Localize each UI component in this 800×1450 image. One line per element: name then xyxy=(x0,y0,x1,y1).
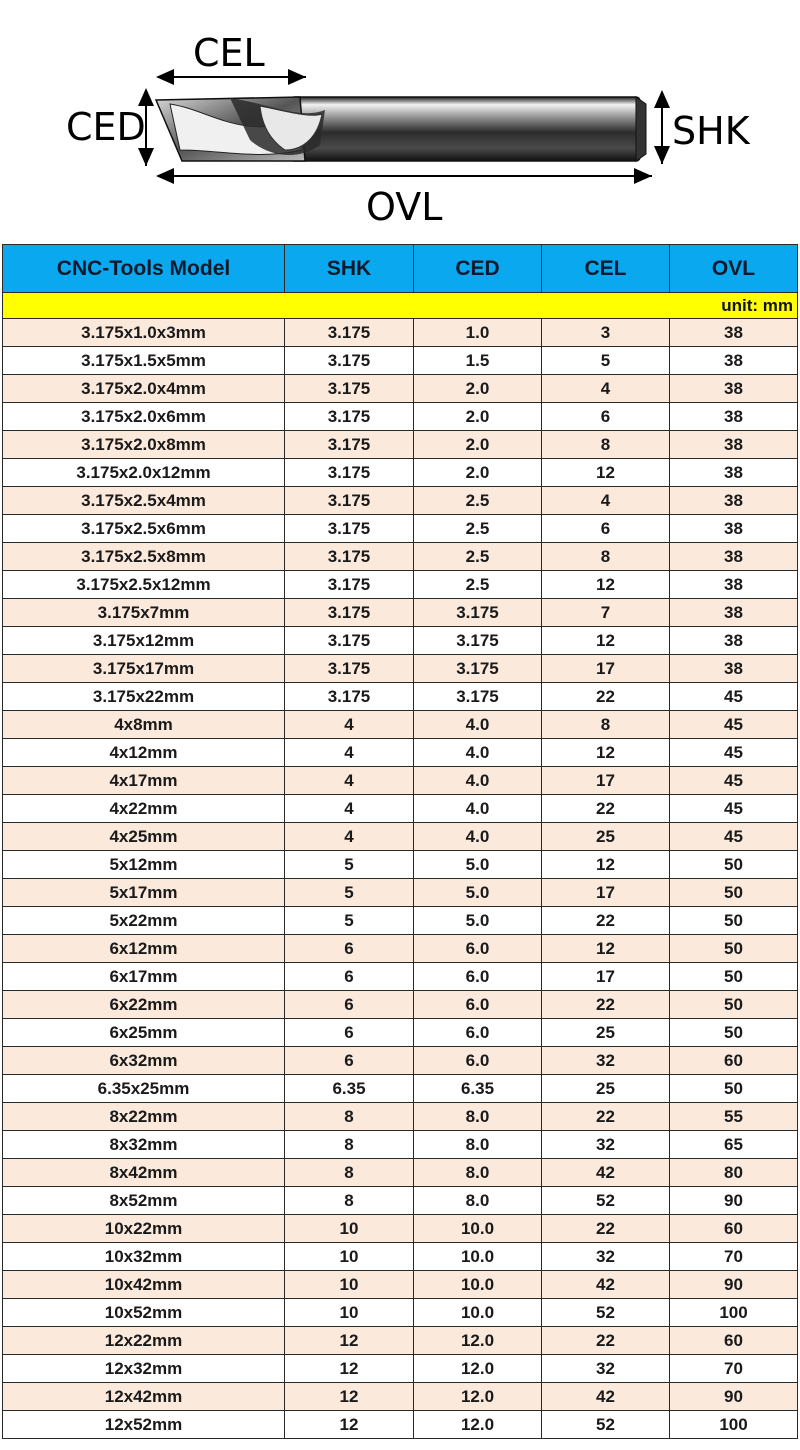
cell-ovl: 38 xyxy=(670,515,798,543)
cell-cel: 4 xyxy=(542,487,670,515)
cell-model: 4x12mm xyxy=(3,739,285,767)
cell-cel: 8 xyxy=(542,711,670,739)
cell-ced: 4.0 xyxy=(414,739,542,767)
cell-cel: 22 xyxy=(542,1327,670,1355)
cell-model: 6x22mm xyxy=(3,991,285,1019)
table-row xyxy=(3,1383,798,1411)
cell-ovl: 38 xyxy=(670,347,798,375)
cell-shk: 3.175 xyxy=(285,347,414,375)
ced-label: CED xyxy=(66,105,146,149)
cell-model: 8x42mm xyxy=(3,1159,285,1187)
cell-cel: 22 xyxy=(542,795,670,823)
cell-ced: 4.0 xyxy=(414,823,542,851)
cell-cel: 42 xyxy=(542,1383,670,1411)
cell-model: 6x25mm xyxy=(3,1019,285,1047)
cell-ovl: 45 xyxy=(670,739,798,767)
cell-cel: 4 xyxy=(542,375,670,403)
table-row xyxy=(3,1243,798,1271)
cell-model: 3.175x2.0x12mm xyxy=(3,459,285,487)
cell-ovl: 38 xyxy=(670,655,798,683)
cell-ovl: 100 xyxy=(670,1411,798,1439)
table-row xyxy=(3,711,798,739)
cell-ced: 3.175 xyxy=(414,655,542,683)
cel-label: CEL xyxy=(193,31,265,75)
shk-label: SHK xyxy=(672,109,750,153)
cell-model: 12x42mm xyxy=(3,1383,285,1411)
cell-cel: 42 xyxy=(542,1271,670,1299)
cell-cel: 12 xyxy=(542,459,670,487)
table-row xyxy=(3,795,798,823)
cell-ced: 3.175 xyxy=(414,683,542,711)
cell-ovl: 90 xyxy=(670,1383,798,1411)
cell-shk: 6 xyxy=(285,1047,414,1075)
cell-cel: 22 xyxy=(542,907,670,935)
cell-cel: 6 xyxy=(542,515,670,543)
table-row xyxy=(3,1327,798,1355)
cell-ced: 2.5 xyxy=(414,543,542,571)
table-row xyxy=(3,767,798,795)
table-row xyxy=(3,1159,798,1187)
header-model: CNC-Tools Model xyxy=(3,245,285,293)
cell-shk: 4 xyxy=(285,823,414,851)
cell-shk: 6 xyxy=(285,963,414,991)
cell-ced: 6.0 xyxy=(414,991,542,1019)
cell-ovl: 38 xyxy=(670,543,798,571)
cell-cel: 8 xyxy=(542,543,670,571)
table-row xyxy=(3,459,798,487)
cell-shk: 6 xyxy=(285,1019,414,1047)
cell-ovl: 38 xyxy=(670,627,798,655)
cell-shk: 3.175 xyxy=(285,515,414,543)
cell-ced: 4.0 xyxy=(414,795,542,823)
table-row xyxy=(3,991,798,1019)
cell-shk: 8 xyxy=(285,1103,414,1131)
spec-table xyxy=(2,244,798,1439)
cell-shk: 3.175 xyxy=(285,543,414,571)
cell-shk: 3.175 xyxy=(285,403,414,431)
cell-ovl: 70 xyxy=(670,1243,798,1271)
cell-ovl: 38 xyxy=(670,403,798,431)
cell-shk: 10 xyxy=(285,1243,414,1271)
table-row xyxy=(3,1047,798,1075)
cell-shk: 3.175 xyxy=(285,571,414,599)
cell-model: 10x52mm xyxy=(3,1299,285,1327)
cell-ovl: 45 xyxy=(670,711,798,739)
table-row xyxy=(3,935,798,963)
header-cel: CEL xyxy=(542,245,670,293)
table-row xyxy=(3,1355,798,1383)
table-row xyxy=(3,571,798,599)
cell-shk: 12 xyxy=(285,1411,414,1439)
cell-ced: 3.175 xyxy=(414,627,542,655)
cell-model: 3.175x2.5x12mm xyxy=(3,571,285,599)
header-row xyxy=(3,245,798,293)
cell-model: 3.175x7mm xyxy=(3,599,285,627)
cell-ovl: 45 xyxy=(670,823,798,851)
cell-ced: 10.0 xyxy=(414,1215,542,1243)
cell-ced: 1.5 xyxy=(414,347,542,375)
cell-model: 4x8mm xyxy=(3,711,285,739)
cell-ovl: 60 xyxy=(670,1215,798,1243)
cell-model: 5x22mm xyxy=(3,907,285,935)
cell-shk: 12 xyxy=(285,1327,414,1355)
table-row xyxy=(3,907,798,935)
cell-shk: 6.35 xyxy=(285,1075,414,1103)
cell-cel: 6 xyxy=(542,403,670,431)
table-row xyxy=(3,1131,798,1159)
cell-ced: 8.0 xyxy=(414,1103,542,1131)
cell-shk: 3.175 xyxy=(285,459,414,487)
cell-ovl: 70 xyxy=(670,1355,798,1383)
cell-model: 10x32mm xyxy=(3,1243,285,1271)
cell-model: 3.175x1.0x3mm xyxy=(3,319,285,347)
cell-ovl: 55 xyxy=(670,1103,798,1131)
cell-model: 3.175x2.0x4mm xyxy=(3,375,285,403)
cell-model: 12x32mm xyxy=(3,1355,285,1383)
cell-ced: 5.0 xyxy=(414,879,542,907)
cell-ced: 10.0 xyxy=(414,1243,542,1271)
cell-cel: 52 xyxy=(542,1411,670,1439)
cell-shk: 8 xyxy=(285,1131,414,1159)
cell-ced: 6.0 xyxy=(414,1047,542,1075)
table-row xyxy=(3,515,798,543)
cell-model: 3.175x2.5x6mm xyxy=(3,515,285,543)
cell-cel: 12 xyxy=(542,851,670,879)
cell-ovl: 38 xyxy=(670,571,798,599)
table-row xyxy=(3,1215,798,1243)
cell-model: 3.175x2.0x6mm xyxy=(3,403,285,431)
cell-shk: 12 xyxy=(285,1355,414,1383)
table-row xyxy=(3,851,798,879)
cell-ced: 5.0 xyxy=(414,907,542,935)
cell-ced: 4.0 xyxy=(414,711,542,739)
cell-model: 4x22mm xyxy=(3,795,285,823)
cell-cel: 32 xyxy=(542,1355,670,1383)
cell-model: 12x52mm xyxy=(3,1411,285,1439)
cell-ovl: 100 xyxy=(670,1299,798,1327)
cell-shk: 10 xyxy=(285,1299,414,1327)
cell-ced: 8.0 xyxy=(414,1159,542,1187)
table-row xyxy=(3,1299,798,1327)
cell-ovl: 50 xyxy=(670,1075,798,1103)
cell-shk: 4 xyxy=(285,767,414,795)
cell-shk: 3.175 xyxy=(285,683,414,711)
cell-cel: 17 xyxy=(542,879,670,907)
cell-shk: 8 xyxy=(285,1187,414,1215)
table-row xyxy=(3,599,798,627)
cell-model: 3.175x17mm xyxy=(3,655,285,683)
cell-cel: 22 xyxy=(542,683,670,711)
cell-cel: 25 xyxy=(542,1019,670,1047)
cell-shk: 3.175 xyxy=(285,599,414,627)
cell-model: 6.35x25mm xyxy=(3,1075,285,1103)
cell-ovl: 50 xyxy=(670,935,798,963)
cell-model: 12x22mm xyxy=(3,1327,285,1355)
table-row xyxy=(3,963,798,991)
cell-ovl: 38 xyxy=(670,431,798,459)
cell-ced: 2.0 xyxy=(414,403,542,431)
table-row xyxy=(3,319,798,347)
cell-model: 8x32mm xyxy=(3,1131,285,1159)
cell-shk: 5 xyxy=(285,907,414,935)
cell-cel: 32 xyxy=(542,1131,670,1159)
table-row xyxy=(3,431,798,459)
cell-shk: 3.175 xyxy=(285,375,414,403)
cell-cel: 42 xyxy=(542,1159,670,1187)
table-row xyxy=(3,1019,798,1047)
cell-cel: 12 xyxy=(542,935,670,963)
table-row xyxy=(3,543,798,571)
cell-cel: 22 xyxy=(542,1215,670,1243)
cell-ced: 6.0 xyxy=(414,963,542,991)
cell-shk: 3.175 xyxy=(285,487,414,515)
cell-shk: 8 xyxy=(285,1159,414,1187)
cell-cel: 5 xyxy=(542,347,670,375)
table-row xyxy=(3,683,798,711)
cell-cel: 25 xyxy=(542,823,670,851)
cell-ced: 10.0 xyxy=(414,1271,542,1299)
cell-ced: 12.0 xyxy=(414,1383,542,1411)
cell-shk: 3.175 xyxy=(285,655,414,683)
cell-ovl: 90 xyxy=(670,1271,798,1299)
table-row xyxy=(3,1103,798,1131)
table-row xyxy=(3,627,798,655)
cell-cel: 22 xyxy=(542,1103,670,1131)
cell-ced: 6.35 xyxy=(414,1075,542,1103)
cell-ced: 2.0 xyxy=(414,459,542,487)
cell-ovl: 80 xyxy=(670,1159,798,1187)
cell-shk: 3.175 xyxy=(285,431,414,459)
cell-ovl: 60 xyxy=(670,1327,798,1355)
table-row xyxy=(3,823,798,851)
cell-ced: 3.175 xyxy=(414,599,542,627)
cell-ovl: 50 xyxy=(670,907,798,935)
cell-cel: 52 xyxy=(542,1299,670,1327)
tool-dimension-diagram xyxy=(0,0,800,244)
cell-model: 10x22mm xyxy=(3,1215,285,1243)
cell-model: 6x32mm xyxy=(3,1047,285,1075)
table-row xyxy=(3,655,798,683)
cell-model: 8x52mm xyxy=(3,1187,285,1215)
cell-shk: 5 xyxy=(285,851,414,879)
cell-ovl: 90 xyxy=(670,1187,798,1215)
cell-ovl: 50 xyxy=(670,1019,798,1047)
cell-cel: 32 xyxy=(542,1243,670,1271)
cell-ced: 2.5 xyxy=(414,571,542,599)
cell-shk: 4 xyxy=(285,795,414,823)
table-row xyxy=(3,879,798,907)
cell-model: 10x42mm xyxy=(3,1271,285,1299)
cell-model: 6x17mm xyxy=(3,963,285,991)
table-row xyxy=(3,347,798,375)
cell-cel: 52 xyxy=(542,1187,670,1215)
header-ovl: OVL xyxy=(670,245,798,293)
cell-ovl: 38 xyxy=(670,487,798,515)
cell-ced: 1.0 xyxy=(414,319,542,347)
cell-ovl: 50 xyxy=(670,879,798,907)
cell-shk: 4 xyxy=(285,711,414,739)
unit-label: unit: mm xyxy=(3,293,798,319)
table-row xyxy=(3,375,798,403)
cell-ovl: 38 xyxy=(670,319,798,347)
cell-shk: 3.175 xyxy=(285,627,414,655)
cell-cel: 7 xyxy=(542,599,670,627)
cell-ovl: 38 xyxy=(670,375,798,403)
cell-ced: 2.5 xyxy=(414,487,542,515)
table-row xyxy=(3,1411,798,1439)
cell-shk: 6 xyxy=(285,935,414,963)
cell-ovl: 60 xyxy=(670,1047,798,1075)
cell-ced: 6.0 xyxy=(414,935,542,963)
cell-cel: 17 xyxy=(542,767,670,795)
cell-ced: 2.0 xyxy=(414,431,542,459)
cell-shk: 10 xyxy=(285,1271,414,1299)
table-row xyxy=(3,1271,798,1299)
cell-shk: 12 xyxy=(285,1383,414,1411)
cell-cel: 32 xyxy=(542,1047,670,1075)
cell-cel: 12 xyxy=(542,571,670,599)
cell-shk: 5 xyxy=(285,879,414,907)
cell-ced: 12.0 xyxy=(414,1411,542,1439)
cell-shk: 10 xyxy=(285,1215,414,1243)
cell-cel: 22 xyxy=(542,991,670,1019)
unit-row xyxy=(3,293,798,319)
cell-ced: 6.0 xyxy=(414,1019,542,1047)
cell-model: 5x17mm xyxy=(3,879,285,907)
cell-ced: 5.0 xyxy=(414,851,542,879)
cell-ced: 12.0 xyxy=(414,1355,542,1383)
cell-cel: 3 xyxy=(542,319,670,347)
cell-cel: 25 xyxy=(542,1075,670,1103)
cell-ovl: 45 xyxy=(670,767,798,795)
cell-ovl: 38 xyxy=(670,459,798,487)
cell-shk: 3.175 xyxy=(285,319,414,347)
cell-cel: 17 xyxy=(542,963,670,991)
cell-ced: 4.0 xyxy=(414,767,542,795)
cell-model: 3.175x12mm xyxy=(3,627,285,655)
cell-shk: 4 xyxy=(285,739,414,767)
cell-model: 3.175x2.5x4mm xyxy=(3,487,285,515)
table-row xyxy=(3,1187,798,1215)
cell-cel: 12 xyxy=(542,739,670,767)
cell-model: 3.175x1.5x5mm xyxy=(3,347,285,375)
table-row xyxy=(3,403,798,431)
cell-ovl: 50 xyxy=(670,851,798,879)
cell-model: 8x22mm xyxy=(3,1103,285,1131)
cell-ovl: 50 xyxy=(670,991,798,1019)
cell-ced: 2.5 xyxy=(414,515,542,543)
cell-ced: 8.0 xyxy=(414,1131,542,1159)
cell-model: 4x25mm xyxy=(3,823,285,851)
cell-model: 5x12mm xyxy=(3,851,285,879)
cell-ovl: 45 xyxy=(670,795,798,823)
ovl-label: OVL xyxy=(366,185,443,229)
cell-model: 6x12mm xyxy=(3,935,285,963)
cell-model: 3.175x2.5x8mm xyxy=(3,543,285,571)
cell-model: 3.175x2.0x8mm xyxy=(3,431,285,459)
cell-shk: 6 xyxy=(285,991,414,1019)
cell-ced: 8.0 xyxy=(414,1187,542,1215)
cell-cel: 12 xyxy=(542,627,670,655)
cell-ced: 10.0 xyxy=(414,1299,542,1327)
table-row xyxy=(3,487,798,515)
table-row xyxy=(3,739,798,767)
cell-cel: 8 xyxy=(542,431,670,459)
cell-ovl: 65 xyxy=(670,1131,798,1159)
cell-model: 4x17mm xyxy=(3,767,285,795)
cell-ovl: 50 xyxy=(670,963,798,991)
table-row xyxy=(3,1075,798,1103)
cell-ovl: 38 xyxy=(670,599,798,627)
cell-ced: 2.0 xyxy=(414,375,542,403)
header-ced: CED xyxy=(414,245,542,293)
cell-ced: 12.0 xyxy=(414,1327,542,1355)
header-shk: SHK xyxy=(285,245,414,293)
cell-ovl: 45 xyxy=(670,683,798,711)
cell-cel: 17 xyxy=(542,655,670,683)
cell-model: 3.175x22mm xyxy=(3,683,285,711)
